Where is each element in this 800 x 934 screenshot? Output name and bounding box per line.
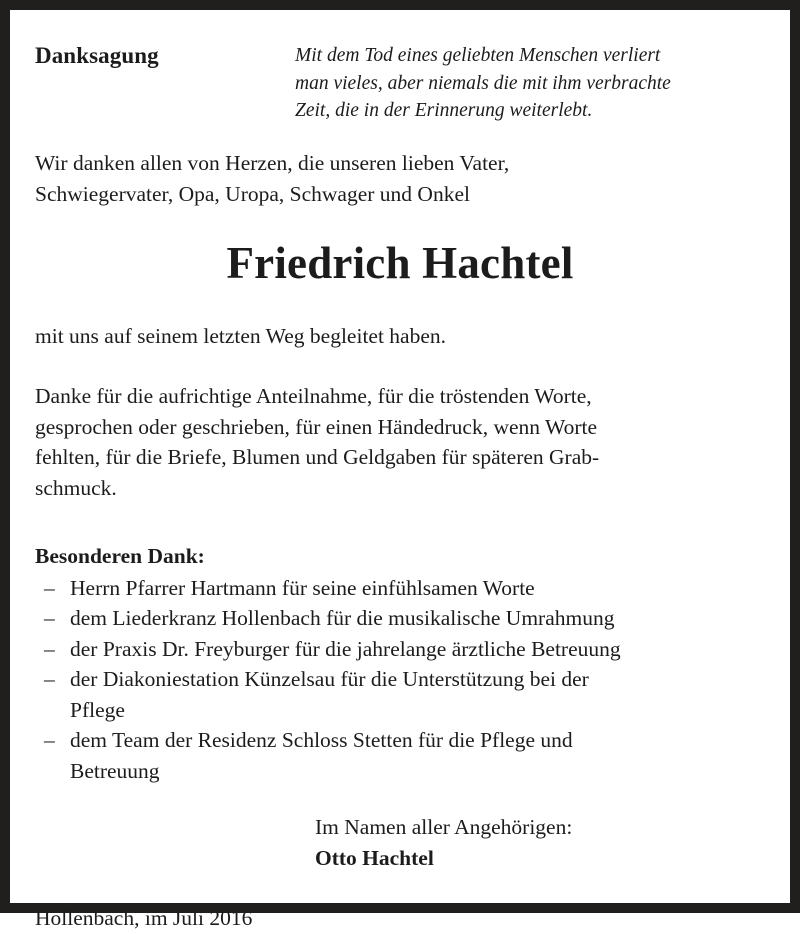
list-item-line-1: dem Liederkranz Hollenbach für die musikalische Umrahmung	[70, 606, 615, 631]
dash-bullet-icon: –	[44, 575, 55, 600]
list-item-line-1: Herrn Pfarrer Hartmann für seine einfühlsamen Worte	[70, 575, 535, 600]
list-item-line-2: Pflege	[70, 697, 125, 722]
signature-name: Otto Hachtel	[315, 845, 434, 870]
list-item	[35, 664, 765, 725]
dash-bullet-icon: –	[44, 728, 55, 753]
list-item	[35, 725, 765, 786]
special-thanks-list	[35, 573, 765, 787]
list-item	[35, 573, 765, 604]
after-name-line-1: mit uns auf seinem letzten Weg begleitet haben.	[35, 323, 447, 348]
list-item	[35, 603, 765, 634]
signature-block	[35, 812, 765, 873]
notice-header	[35, 42, 765, 125]
dash-bullet-icon: –	[44, 636, 55, 661]
list-item-line-2: Betreuung	[70, 758, 160, 783]
thanks-body-line-1: Danke für die aufrichtige Anteilnahme, für die tröstenden Worte,	[35, 384, 592, 409]
notice-kind-title: Danksagung	[35, 43, 159, 68]
list-item-line-1: der Praxis Dr. Freyburger für die jahrelange ärztliche Betreuung	[70, 636, 621, 661]
motto-line-3: Zeit, die in der Erinnerung weiterlebt.	[295, 100, 593, 122]
signature-intro: Im Namen aller Angehörigen:	[315, 815, 573, 840]
motto-quote	[295, 42, 765, 125]
motto-line-2: man vieles, aber niemals die mit ihm verbrachte	[295, 72, 671, 94]
list-item	[35, 634, 765, 665]
notice-inner	[10, 10, 790, 931]
deceased-name: Friedrich Hachtel	[226, 238, 574, 289]
special-thanks-heading: Besonderen Dank:	[35, 544, 205, 569]
intro-paragraph	[35, 148, 765, 209]
intro-line-2: Schwiegervater, Opa, Uropa, Schwager und Onkel	[35, 181, 470, 206]
list-item-line-1: dem Team der Residenz Schloss Stetten für die Pflege und	[70, 728, 573, 753]
thanks-body-line-2: gesprochen oder geschrieben, für einen Händedruck, wenn Worte	[35, 414, 598, 439]
dash-bullet-icon: –	[44, 667, 55, 692]
place-and-date: Hollenbach, im Juli 2016	[35, 906, 253, 931]
intro-line-1: Wir danken allen von Herzen, die unseren lieben Vater,	[35, 151, 510, 176]
thanks-body-line-4: schmuck.	[35, 475, 117, 500]
motto-line-1: Mit dem Tod eines geliebten Menschen verliert	[295, 45, 661, 66]
after-name-paragraph	[35, 321, 765, 352]
dash-bullet-icon: –	[44, 606, 55, 631]
thanks-body-line-3: fehlten, für die Briefe, Blumen und Geldgaben für späteren Grab-	[35, 445, 600, 470]
list-item-line-1: der Diakoniestation Künzelsau für die Unterstützung bei der	[70, 667, 589, 692]
thanks-body-paragraph	[35, 381, 765, 503]
